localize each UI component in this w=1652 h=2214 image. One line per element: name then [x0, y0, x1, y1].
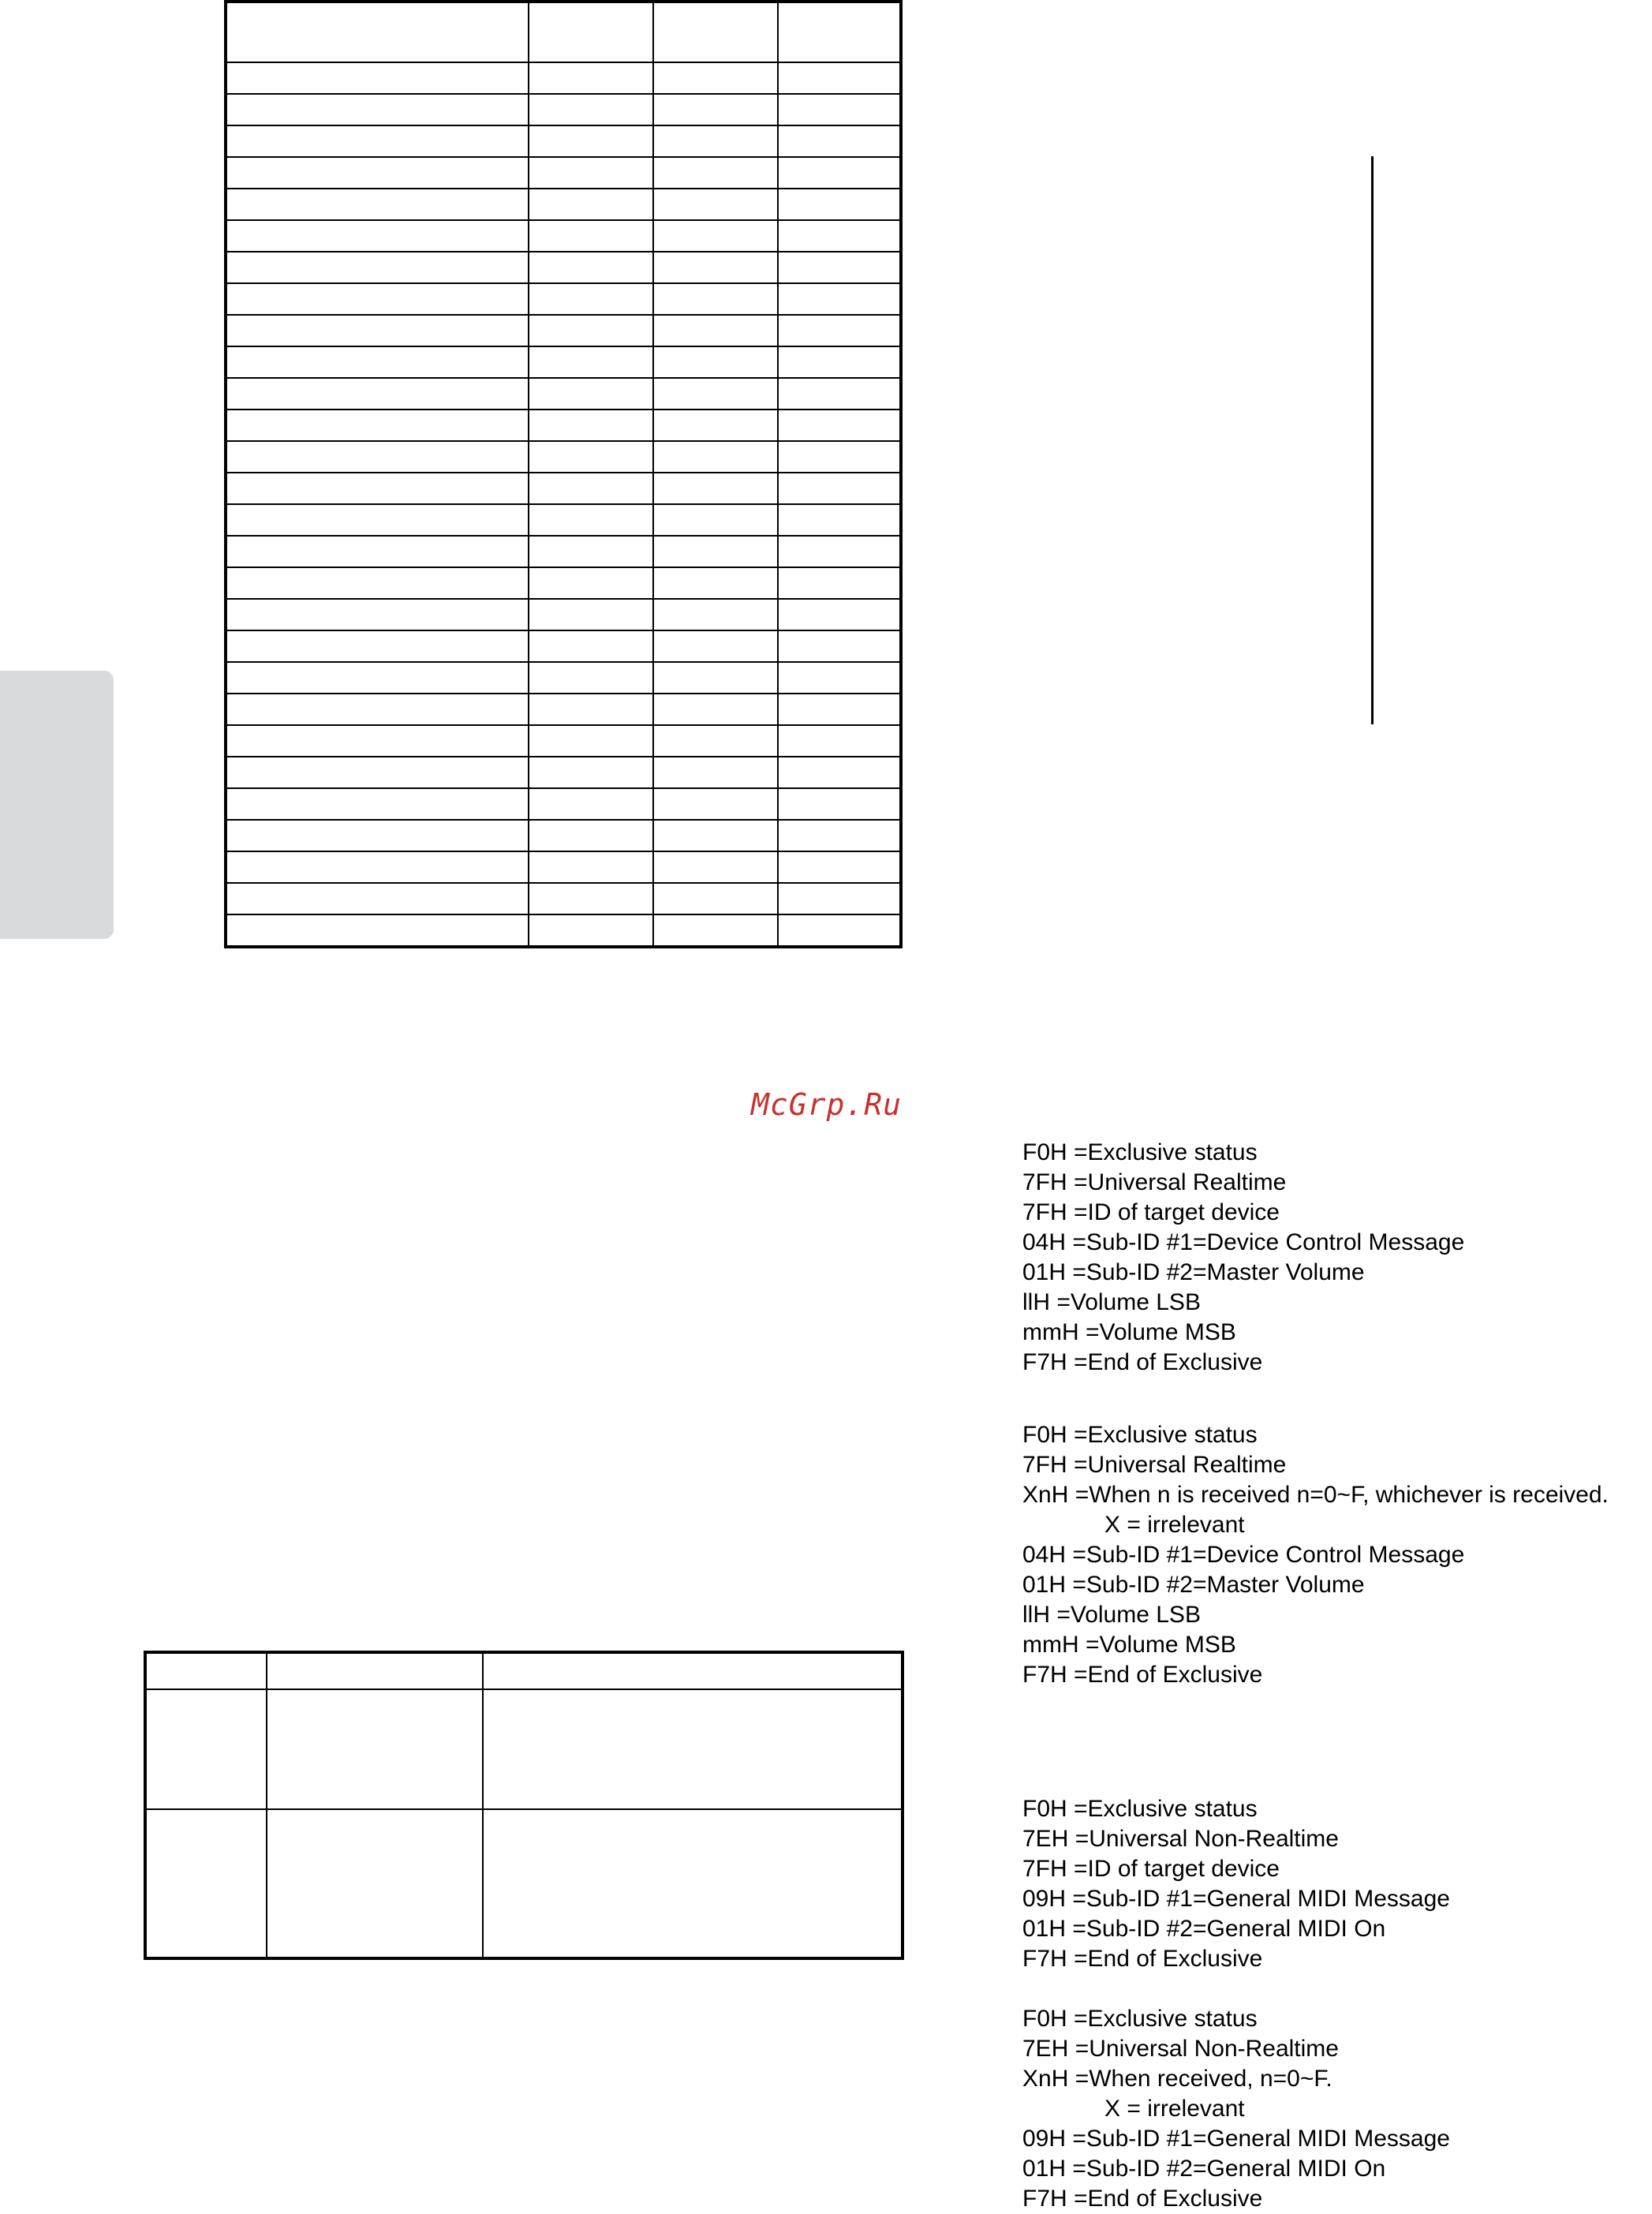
table-cell — [226, 2, 529, 62]
sysex-line: 01H =Sub-ID #2=General MIDI On — [1022, 2156, 1386, 2182]
table-cell — [529, 125, 653, 157]
table-cell — [778, 346, 901, 378]
table-row — [226, 378, 901, 410]
table-row — [226, 662, 901, 694]
table-cell — [226, 125, 529, 157]
table-cell — [529, 2, 653, 62]
bottom-empty-table — [144, 1651, 904, 1960]
table-cell — [226, 189, 529, 220]
table-cell — [653, 536, 778, 567]
table-cell — [778, 157, 901, 189]
table-cell — [778, 662, 901, 694]
table-cell — [653, 914, 778, 947]
table-row — [226, 94, 901, 125]
table-cell — [778, 62, 901, 94]
table-row — [226, 283, 901, 315]
table-cell — [653, 378, 778, 410]
table-cell — [653, 62, 778, 94]
table-row — [226, 157, 901, 189]
table-cell — [529, 694, 653, 725]
table-cell — [226, 820, 529, 851]
table-cell — [653, 662, 778, 694]
vertical-rule — [1371, 156, 1374, 724]
table-cell — [778, 252, 901, 283]
table-cell — [653, 94, 778, 125]
sysex-line: 09H =Sub-ID #1=General MIDI Message — [1022, 2126, 1450, 2152]
table-cell — [529, 567, 653, 599]
sysex-line: llH =Volume LSB — [1022, 1602, 1201, 1628]
sysex-gm-on-received-block — [1022, 2004, 1450, 2214]
table-cell — [778, 725, 901, 757]
table-cell — [778, 410, 901, 441]
table-cell — [226, 315, 529, 346]
table-row — [226, 630, 901, 662]
table-cell — [226, 410, 529, 441]
sysex-line: 7FH =Universal Realtime — [1022, 1169, 1287, 1195]
sysex-line: 09H =Sub-ID #1=General MIDI Message — [1022, 1886, 1450, 1912]
table-cell — [653, 2, 778, 62]
table-cell — [653, 283, 778, 315]
sysex-line: 01H =Sub-ID #2=Master Volume — [1022, 1572, 1365, 1598]
table-cell — [529, 725, 653, 757]
table-header-row — [226, 2, 901, 62]
table-cell — [529, 346, 653, 378]
table-row — [226, 189, 901, 220]
table-cell — [529, 94, 653, 125]
table-cell — [226, 94, 529, 125]
table-cell — [778, 220, 901, 252]
table-cell — [529, 378, 653, 410]
sysex-line: 7EH =Universal Non-Realtime — [1022, 1826, 1339, 1852]
table-cell — [778, 883, 901, 914]
side-tab — [0, 671, 114, 939]
table-cell — [529, 283, 653, 315]
table-cell — [653, 599, 778, 630]
table-cell — [778, 2, 901, 62]
table-cell — [226, 157, 529, 189]
table-cell — [778, 788, 901, 820]
table-cell — [226, 883, 529, 914]
table-cell — [226, 662, 529, 694]
sysex-line: 04H =Sub-ID #1=Device Control Message — [1022, 1542, 1465, 1568]
table-cell — [529, 914, 653, 947]
table-cell — [226, 788, 529, 820]
table-cell — [529, 62, 653, 94]
table-cell — [778, 630, 901, 662]
table-cell — [529, 788, 653, 820]
table-row — [226, 62, 901, 94]
table-cell — [226, 599, 529, 630]
table-cell — [653, 189, 778, 220]
table-cell — [653, 220, 778, 252]
top-empty-table — [224, 0, 903, 948]
table-cell — [226, 536, 529, 567]
sysex-line: 7FH =Universal Realtime — [1022, 1452, 1287, 1478]
table-cell — [778, 315, 901, 346]
table-cell — [653, 252, 778, 283]
table-cell — [226, 220, 529, 252]
sysex-line: F7H =End of Exclusive — [1022, 1349, 1263, 1375]
table-cell — [529, 662, 653, 694]
table-row — [226, 694, 901, 725]
table-cell — [529, 536, 653, 567]
table-row — [226, 599, 901, 630]
sysex-line: 7EH =Universal Non-Realtime — [1022, 2036, 1339, 2062]
sysex-line: F0H =Exclusive status — [1022, 1796, 1258, 1822]
table-cell — [653, 630, 778, 662]
sysex-line: 7FH =ID of target device — [1022, 1199, 1280, 1225]
table-cell — [226, 694, 529, 725]
table-cell — [529, 504, 653, 536]
sysex-line: F0H =Exclusive status — [1022, 1139, 1258, 1165]
table-cell — [778, 189, 901, 220]
watermark: McGrp.Ru — [751, 1087, 903, 1122]
table-row — [145, 1809, 903, 1958]
table-cell — [529, 410, 653, 441]
table-cell — [226, 851, 529, 883]
sysex-line: 7FH =ID of target device — [1022, 1856, 1280, 1882]
table-cell — [226, 473, 529, 504]
sysex-line: F0H =Exclusive status — [1022, 2006, 1258, 2032]
sysex-line: XnH =When n is received n=0~F, whichever is received. — [1022, 1482, 1609, 1508]
table-cell — [653, 725, 778, 757]
sysex-line: mmH =Volume MSB — [1022, 1319, 1236, 1345]
table-row — [226, 788, 901, 820]
sysex-line: F7H =End of Exclusive — [1022, 1946, 1263, 1972]
table-cell — [653, 788, 778, 820]
table-row — [226, 914, 901, 947]
sysex-line: F7H =End of Exclusive — [1022, 1662, 1263, 1688]
table-cell — [653, 441, 778, 473]
sysex-line: 01H =Sub-ID #2=General MIDI On — [1022, 1916, 1386, 1942]
sysex-master-volume-received-block — [1022, 1420, 1609, 1690]
table-row — [226, 851, 901, 883]
table-row — [226, 883, 901, 914]
table-cell — [778, 820, 901, 851]
table-cell — [529, 820, 653, 851]
table-cell — [529, 315, 653, 346]
table-row — [226, 757, 901, 788]
sysex-line: X = irrelevant — [1104, 1512, 1245, 1538]
table-row — [226, 820, 901, 851]
table-cell — [529, 883, 653, 914]
table-cell — [653, 851, 778, 883]
table-row — [226, 567, 901, 599]
table-cell — [653, 504, 778, 536]
table-row — [226, 315, 901, 346]
table-cell — [778, 504, 901, 536]
table-cell — [226, 378, 529, 410]
table-cell — [778, 283, 901, 315]
table-cell — [529, 851, 653, 883]
sysex-line: F0H =Exclusive status — [1022, 1422, 1258, 1448]
table-cell — [778, 694, 901, 725]
table-cell — [529, 252, 653, 283]
sysex-line: X = irrelevant — [1104, 2096, 1245, 2122]
table-cell — [653, 410, 778, 441]
table-cell — [653, 473, 778, 504]
table-cell — [653, 883, 778, 914]
table-row — [226, 220, 901, 252]
table-cell — [778, 914, 901, 947]
table-cell — [226, 725, 529, 757]
table-cell — [529, 189, 653, 220]
table-cell — [778, 851, 901, 883]
table-cell — [778, 567, 901, 599]
table-cell — [226, 346, 529, 378]
table-cell — [653, 157, 778, 189]
table-row — [226, 536, 901, 567]
sysex-gm-on-block — [1022, 1794, 1450, 1974]
table-row — [226, 252, 901, 283]
table-row — [226, 725, 901, 757]
table-cell — [226, 252, 529, 283]
table-cell — [529, 757, 653, 788]
table-row — [226, 504, 901, 536]
table-cell — [226, 504, 529, 536]
table-row — [226, 473, 901, 504]
table-cell — [529, 599, 653, 630]
table-row — [145, 1689, 903, 1809]
table-cell — [529, 157, 653, 189]
table-cell — [653, 694, 778, 725]
table-cell — [653, 125, 778, 157]
table-row — [226, 441, 901, 473]
table-cell — [529, 630, 653, 662]
table-cell — [226, 757, 529, 788]
table-cell — [226, 630, 529, 662]
table-cell — [778, 473, 901, 504]
table-cell — [778, 599, 901, 630]
table-cell — [778, 378, 901, 410]
table-cell — [653, 315, 778, 346]
sysex-master-volume-block — [1022, 1138, 1464, 1378]
sysex-line: mmH =Volume MSB — [1022, 1632, 1236, 1658]
table-row — [226, 346, 901, 378]
table-cell — [653, 346, 778, 378]
table-cell — [778, 757, 901, 788]
sysex-line: llH =Volume LSB — [1022, 1289, 1201, 1315]
table-cell — [778, 441, 901, 473]
table-cell — [653, 757, 778, 788]
table-cell — [653, 820, 778, 851]
table-cell — [778, 94, 901, 125]
table-cell — [778, 536, 901, 567]
table-row — [226, 125, 901, 157]
sysex-line: XnH =When received, n=0~F. — [1022, 2066, 1332, 2092]
table-cell — [226, 914, 529, 947]
table-cell — [226, 283, 529, 315]
table-cell — [226, 62, 529, 94]
table-header-row — [145, 1652, 903, 1689]
table-row — [226, 410, 901, 441]
table-cell — [529, 220, 653, 252]
table-cell — [653, 567, 778, 599]
table-cell — [778, 125, 901, 157]
sysex-line: 01H =Sub-ID #2=Master Volume — [1022, 1259, 1365, 1285]
table-cell — [226, 567, 529, 599]
table-cell — [529, 473, 653, 504]
table-cell — [226, 441, 529, 473]
table-cell — [529, 441, 653, 473]
sysex-line: 04H =Sub-ID #1=Device Control Message — [1022, 1229, 1465, 1255]
sysex-line: F7H =End of Exclusive — [1022, 2186, 1263, 2212]
